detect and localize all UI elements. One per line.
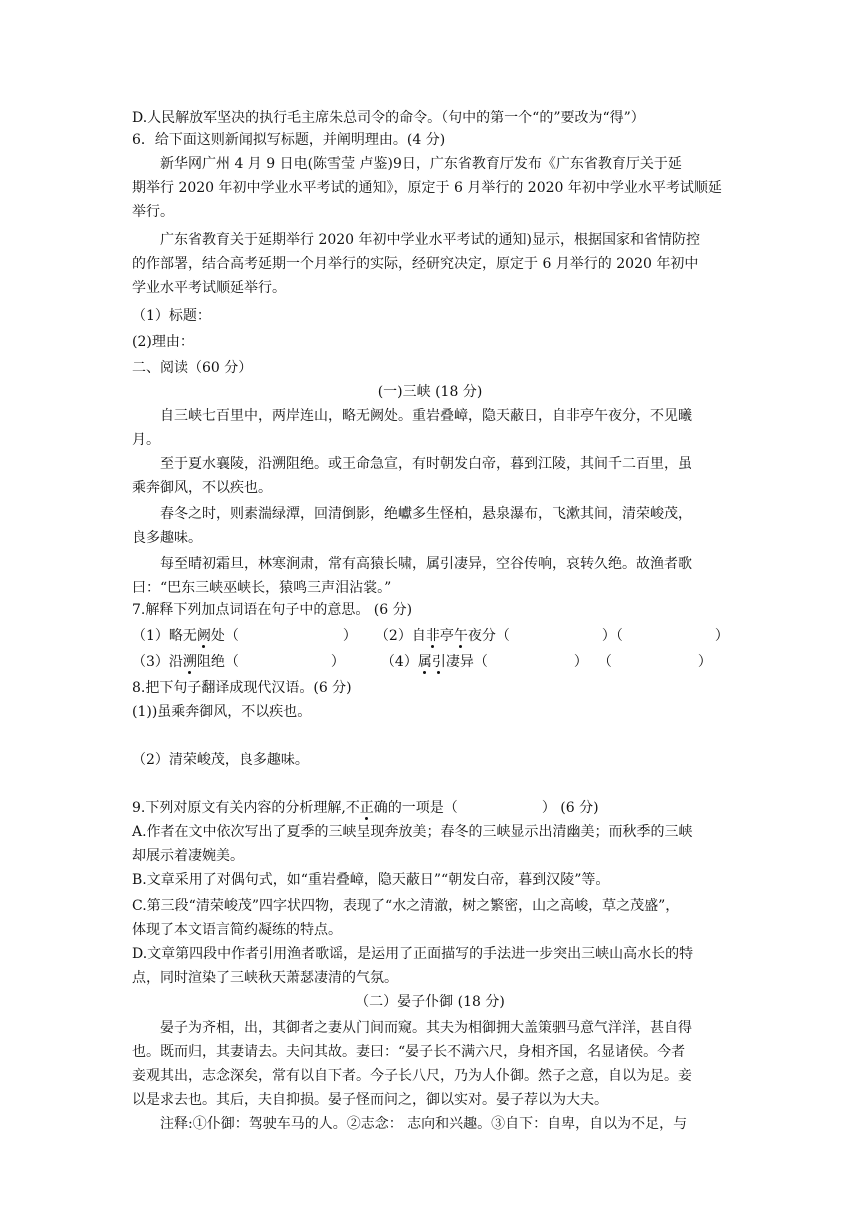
news-line: 举行。 bbox=[132, 204, 174, 220]
passage2-notes: 注释:①仆御：驾驶车马的人。②志念： 志向和兴趣。③自下：自卑，自以为不足，与 bbox=[160, 1116, 688, 1132]
q9-prompt bbox=[132, 796, 732, 820]
dotted-char: 非 bbox=[425, 628, 440, 644]
q7-row-2 bbox=[132, 650, 752, 674]
passage1-line: 自三峡七百里中，两岸连山，略无阙处。重岩叠嶂，隐天蔽日，自非亭午夜分，不见曦 bbox=[160, 408, 692, 424]
news-line: 学业水平考试顺延举行。 bbox=[132, 280, 286, 296]
bracket: （ bbox=[597, 654, 612, 670]
news-line: 的作部署，结合高考延期一个月举行的实际，经研究决定，原定于 6 月举行的 2020 年初中 bbox=[132, 256, 699, 272]
q9-option-b: B.文章采用了对偶句式，如“重岩叠嶂，隐天蔽日”“朝发白帝，暮到汉陵”等。 bbox=[132, 872, 610, 888]
dotted-char: 引 bbox=[431, 654, 446, 670]
q8-prompt: 8.把下句子翻译成现代汉语。(6 分) bbox=[132, 680, 352, 696]
q9-option-d: 点，同时渲染了三峡秋天萧瑟凄清的气氛。 bbox=[132, 970, 398, 986]
q9-option-a: 却展示着凄婉美。 bbox=[132, 848, 244, 864]
passage1-line: 月。 bbox=[132, 432, 160, 448]
q6-reason-label: (2)理由： bbox=[132, 334, 194, 350]
bracket: ） bbox=[697, 654, 712, 670]
news-line: 期举行 2020 年初中学业水平考试的通知》，原定于 6 月举行的 2020 年初中学业水平考试顺延 bbox=[132, 180, 722, 196]
bracket: ） bbox=[601, 628, 616, 644]
passage2-line: 晏子为齐相，出，其御者之妻从门间而窥。其夫为相御拥大盖策驷马意气洋洋，甚自得 bbox=[160, 1020, 692, 1036]
q8-sentence-1: (1))虽乘奔御风，不以疾也。 bbox=[132, 704, 312, 720]
q5-option-d: D.人民解放军坚决的执行毛主席朱总司令的命令。（句中的第一个“的”要改为“得”） bbox=[132, 110, 645, 126]
passage2-line: 也。既而归，其妻请去。夫问其故。妻曰：“晏子长不满六尺，身相齐国，名显诸侯。今者 bbox=[132, 1044, 686, 1060]
q7-item-text: （4） bbox=[380, 654, 418, 670]
news-line: 新华网广州 4 月 9 日电(陈雪莹 卢鉴)9日，广东省教育厅发布《广东省教育厅关于延 bbox=[160, 156, 682, 172]
passage1-line: 至于夏水襄陵，沿溯阻绝。或王命急宣，有时朝发白帝，暮到江陵，其间千二百里，虽 bbox=[160, 456, 692, 472]
q9-prompt-text: 的一项是（ bbox=[387, 800, 458, 816]
dotted-char: 溯 bbox=[182, 654, 197, 670]
passage2-heading: （二）晏子仆御 (18 分) bbox=[355, 994, 505, 1010]
q7-item-text: 夜分（ bbox=[467, 628, 510, 644]
passage1-line: 曰：“巴东三峡巫峡长，猿鸣三声泪沾裳。” bbox=[132, 580, 392, 596]
bracket: ） bbox=[342, 628, 357, 644]
passage1-line: 乘奔御风，不以疾也。 bbox=[132, 480, 272, 496]
q7-prompt: 7.解释下列加点词语在句子中的意思。 (6 分) bbox=[132, 602, 413, 618]
bracket: ） bbox=[714, 628, 729, 644]
q6-title-label: （1）标题： bbox=[132, 308, 211, 324]
q7-item-text: （1）略无 bbox=[132, 628, 197, 644]
passage1-heading: (一)三峡 (18 分) bbox=[377, 384, 483, 400]
q8-sentence-2: （2）清荣峻茂，良多趣味。 bbox=[132, 752, 309, 768]
q7-item-text: 阻绝（ bbox=[196, 654, 239, 670]
dotted-char: 阙 bbox=[196, 628, 211, 644]
q9-option-c: C.第三段“清荣峻茂”四字状四物，表现了“水之清澈，树之繁密，山之高峻，草之茂盛”， bbox=[132, 898, 680, 914]
passage2-line: 妾观其出，志念深矣，常有以自下者。今子长八尺，乃为人仆御。然子之意，自以为足。妾 bbox=[132, 1068, 692, 1084]
dotted-char: 属 bbox=[417, 654, 432, 670]
q7-item-text: 处（ bbox=[210, 628, 239, 644]
q7-item-text: 亭 bbox=[439, 628, 454, 644]
bracket: ） bbox=[330, 654, 345, 670]
q7-row-1 bbox=[132, 624, 752, 648]
q9-prompt-text: ） (6 分) bbox=[541, 800, 599, 816]
bracket: ） bbox=[573, 654, 588, 670]
dotted-char: 午 bbox=[453, 628, 468, 644]
passage2-line: 以是求去也。其后，夫自抑损。晏子怪而问之，御以实对。晏子荐以为大夫。 bbox=[132, 1092, 608, 1108]
q9-option-d: D.文章第四段中作者引用渔者歌谣，是运用了正面描写的手法进一步突出三峡山高水长的特 bbox=[132, 946, 694, 962]
section-heading: 二、阅读（60 分） bbox=[132, 360, 253, 376]
q9-option-c: 体现了本文语言简约凝练的特点。 bbox=[132, 922, 342, 938]
q7-item-text: （3）沿 bbox=[132, 654, 183, 670]
dotted-emphasis: 不正确 bbox=[345, 800, 388, 816]
q9-option-a: A.作者在文中依次写出了夏季的三峡呈现奔放美；春冬的三峡显示出清幽美；而秋季的三峡 bbox=[132, 824, 693, 840]
q9-prompt-text: 9.下列对原文有关内容的分析理解, bbox=[132, 800, 346, 816]
passage1-line: 春冬之时，则素湍绿潭，回清倒影，绝巘多生怪柏，悬泉瀑布，飞漱其间，清荣峻茂， bbox=[160, 506, 692, 522]
bracket: （ bbox=[615, 628, 623, 644]
q6-prompt: 6．给下面这则新闻拟写标题，并阐明理由。(4 分) bbox=[132, 132, 446, 148]
passage1-line: 良多趣味。 bbox=[132, 530, 202, 546]
passage1-line: 每至晴初霜旦，林寒涧肃，常有高猿长啸，属引凄异，空谷传响，哀转久绝。故渔者歌 bbox=[160, 556, 692, 572]
news-line: 广东省教育关于延期举行 2020 年初中学业水平考试的通知)显示，根据国家和省情防控 bbox=[160, 232, 700, 248]
q7-item-text: （2）自 bbox=[374, 628, 426, 644]
q7-item-text: 凄异（ bbox=[445, 654, 488, 670]
